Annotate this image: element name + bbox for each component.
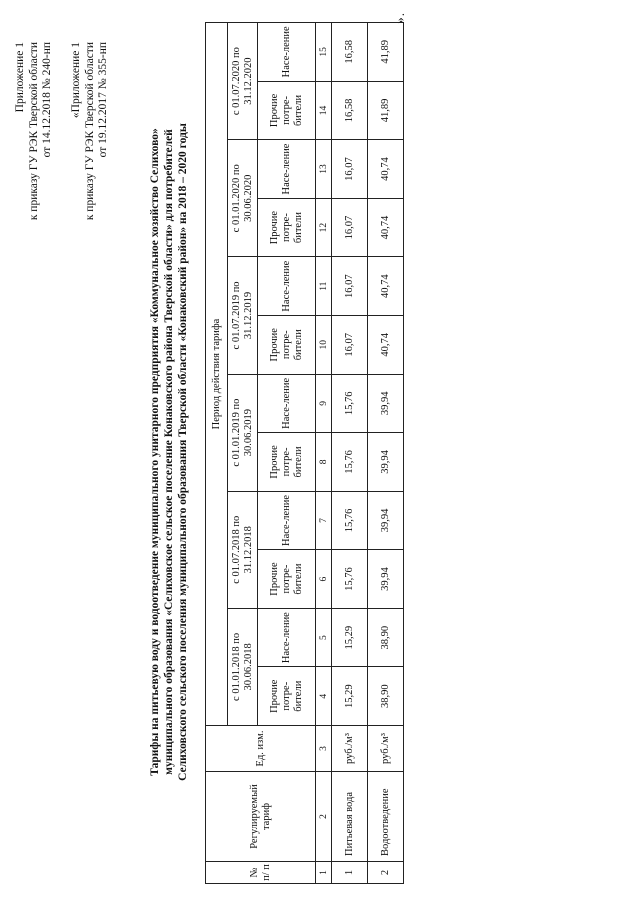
column-number: 5 bbox=[316, 608, 332, 667]
tariff-value: 15,76 bbox=[332, 550, 368, 609]
row-number: 2 bbox=[368, 862, 404, 884]
row-tariff-name: Водоотведение bbox=[368, 772, 404, 862]
column-number: 2 bbox=[316, 772, 332, 862]
tariff-value: 39,94 bbox=[368, 550, 404, 609]
column-number: 7 bbox=[316, 491, 332, 550]
header-number: № п/ п bbox=[206, 862, 316, 884]
column-number: 12 bbox=[316, 198, 332, 257]
period-cell: с 01.07.2020 по 31.12.2020 bbox=[228, 23, 258, 140]
title-line: муниципального образования «Селиховское сельское поселение Конаковского района Тверской области» для потребителей bbox=[163, 129, 175, 775]
tariff-value: 39,94 bbox=[368, 433, 404, 492]
column-number: 1 bbox=[316, 862, 332, 884]
tariff-value: 39,94 bbox=[368, 491, 404, 550]
tariff-value: 40,74 bbox=[368, 198, 404, 257]
consumer-other-cell: Прочие потре-бители bbox=[258, 667, 316, 726]
tariff-value: 39,94 bbox=[368, 374, 404, 433]
tariff-value: 15,29 bbox=[332, 667, 368, 726]
tariff-value: 16,58 bbox=[332, 23, 368, 82]
header-period: Период действия тарифа bbox=[206, 23, 228, 726]
row-unit: руб./м³ bbox=[368, 726, 404, 772]
title-line: Селиховского сельского поселения муниципального образования Тверской области «Конаковский район» на 2018 – 2020 годы bbox=[177, 123, 189, 781]
period-cell: с 01.01.2020 по 30.06.2020 bbox=[228, 140, 258, 257]
tariff-value: 40,74 bbox=[368, 257, 404, 316]
appendix-reference-new bbox=[14, 42, 55, 220]
title-line: Тарифы на питьевую воду и водоотведение муниципального унитарного предприятия «Коммунальное хозяйство Селихово» bbox=[149, 128, 161, 776]
consumer-other-cell: Прочие потре-бители bbox=[258, 550, 316, 609]
tariff-value: 16,58 bbox=[332, 81, 368, 140]
consumer-other-cell: Прочие потре-бители bbox=[258, 433, 316, 492]
column-number: 9 bbox=[316, 374, 332, 433]
period-cell: с 01.01.2019 по 30.06.2019 bbox=[228, 374, 258, 491]
table-header-row bbox=[206, 23, 228, 884]
table-row bbox=[368, 23, 404, 884]
column-number: 6 bbox=[316, 550, 332, 609]
tariff-value: 15,29 bbox=[332, 608, 368, 667]
row-number: 1 bbox=[332, 862, 368, 884]
column-number: 10 bbox=[316, 315, 332, 374]
header-unit: Ед. изм. bbox=[206, 726, 316, 772]
tariff-value: 40,74 bbox=[368, 315, 404, 374]
row-unit: руб./м³ bbox=[332, 726, 368, 772]
tariff-value: 15,76 bbox=[332, 433, 368, 492]
column-number-row bbox=[316, 23, 332, 884]
period-cell: с 01.07.2019 по 31.12.2019 bbox=[228, 257, 258, 374]
header-tariff: Регулируемый тариф bbox=[206, 772, 316, 862]
tariff-value: 15,76 bbox=[332, 491, 368, 550]
tariff-table bbox=[205, 22, 404, 884]
column-number: 13 bbox=[316, 140, 332, 199]
column-number: 15 bbox=[316, 23, 332, 82]
appendix-line: от 14.12.2018 № 240-нп bbox=[41, 42, 53, 158]
appendix-reference-old bbox=[70, 42, 111, 220]
tariff-value: 16,07 bbox=[332, 198, 368, 257]
period-cell: с 01.01.2018 по 30.06.2018 bbox=[228, 608, 258, 725]
consumer-other-cell: Прочие потре-бители bbox=[258, 198, 316, 257]
consumer-other-cell: Прочие потре-бители bbox=[258, 315, 316, 374]
period-cell: с 01.07.2018 по 31.12.2018 bbox=[228, 491, 258, 608]
consumer-population-cell: Насе-ление bbox=[258, 140, 316, 199]
appendix-line: от 19.12.2017 № 355-нп bbox=[97, 42, 109, 158]
column-number: 3 bbox=[316, 726, 332, 772]
consumer-population-cell: Насе-ление bbox=[258, 491, 316, 550]
document-title bbox=[148, 40, 190, 864]
closing-quote-mark: ». bbox=[392, 12, 407, 24]
tariff-value: 16,07 bbox=[332, 315, 368, 374]
tariff-value: 38,90 bbox=[368, 608, 404, 667]
tariff-value: 40,74 bbox=[368, 140, 404, 199]
appendix-line: к приказу ГУ РЭК Тверской области bbox=[27, 42, 40, 221]
column-number: 4 bbox=[316, 667, 332, 726]
appendix-line: «Приложение 1 bbox=[70, 42, 82, 119]
row-tariff-name: Питьевая вода bbox=[332, 772, 368, 862]
appendix-line: к приказу ГУ РЭК Тверской области bbox=[83, 42, 96, 221]
tariff-value: 16,07 bbox=[332, 257, 368, 316]
consumer-other-cell: Прочие потре-бители bbox=[258, 81, 316, 140]
tariff-value: 41,89 bbox=[368, 23, 404, 82]
table-row bbox=[332, 23, 368, 884]
consumer-population-cell: Насе-ление bbox=[258, 608, 316, 667]
appendix-line: Приложение 1 bbox=[14, 42, 26, 113]
tariff-value: 15,76 bbox=[332, 374, 368, 433]
tariff-value: 38,90 bbox=[368, 667, 404, 726]
consumer-population-cell: Насе-ление bbox=[258, 257, 316, 316]
column-number: 11 bbox=[316, 257, 332, 316]
tariff-value: 16,07 bbox=[332, 140, 368, 199]
column-number: 14 bbox=[316, 81, 332, 140]
consumer-population-cell: Насе-ление bbox=[258, 23, 316, 82]
tariff-value: 41,89 bbox=[368, 81, 404, 140]
column-number: 8 bbox=[316, 433, 332, 492]
consumer-population-cell: Насе-ление bbox=[258, 374, 316, 433]
